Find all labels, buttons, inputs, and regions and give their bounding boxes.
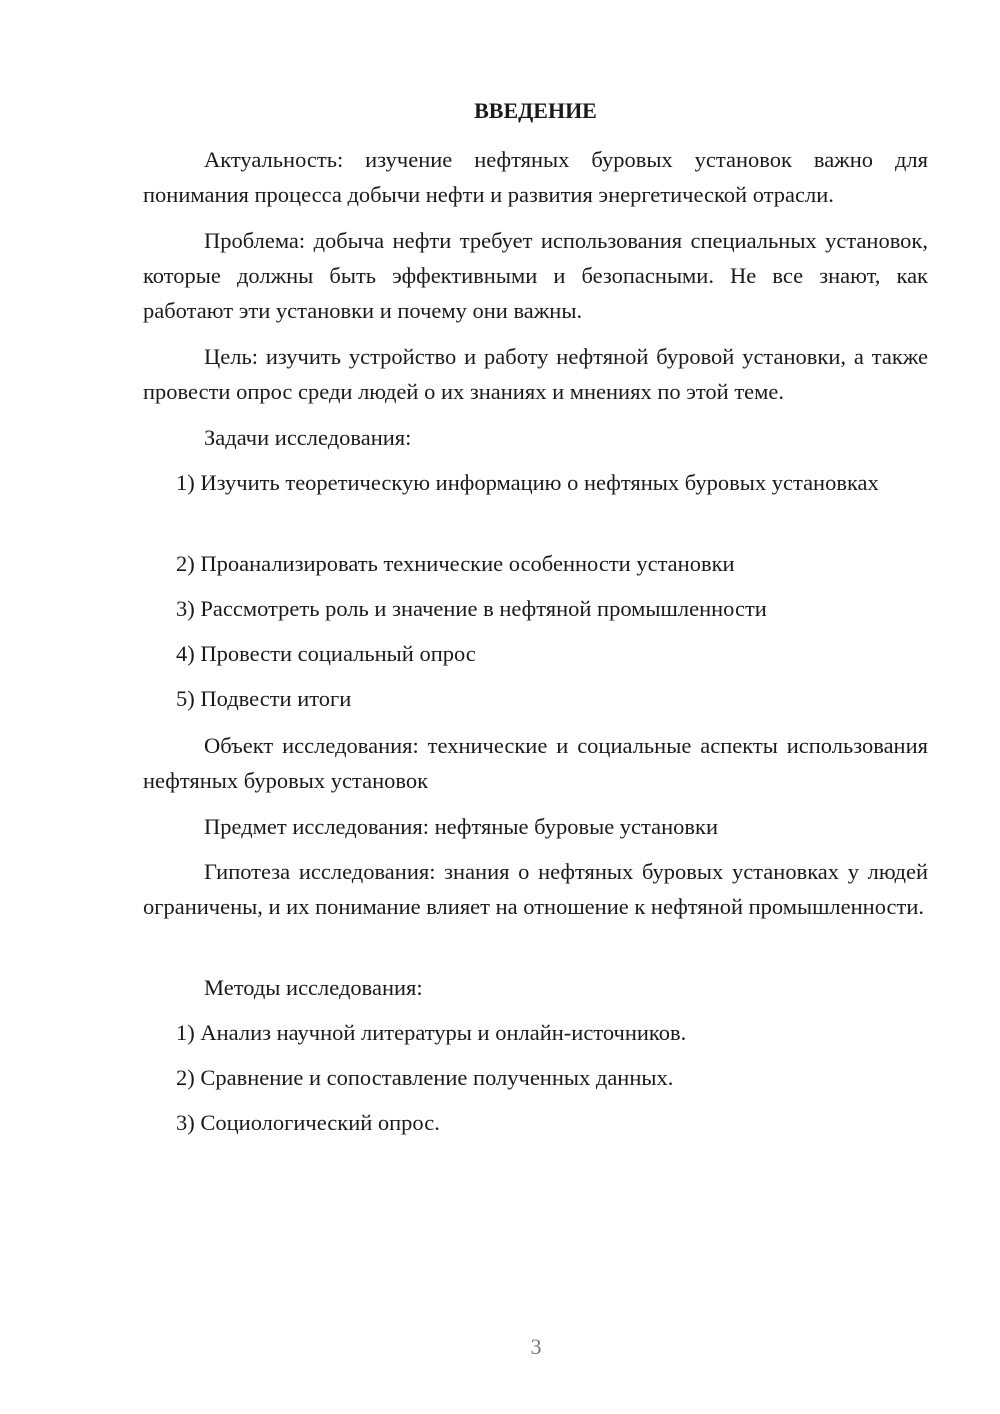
relevance-paragraph: Актуальность: изучение нефтяных буровых установок важно для понимания процесса добычи нефти и развития энергетической отрасли. xyxy=(143,147,928,207)
task-item: 1) Изучить теоретическую информацию о нефтяных буровых установках xyxy=(176,470,879,495)
method-item: 2) Сравнение и сопоставление полученных данных. xyxy=(176,1065,674,1090)
tasks-title: Задачи исследования: xyxy=(204,425,412,450)
problem-paragraph: Проблема: добыча нефти требует использования специальных установок, которые должны быть эффективными и безопасными. Не все знают, как работают эти установки и почему они важны. xyxy=(143,228,928,323)
object-paragraph: Объект исследования: технические и социальные аспекты использования нефтяных буровых установок xyxy=(143,733,928,793)
task-item: 5) Подвести итоги xyxy=(176,686,352,711)
method-item: 1) Анализ научной литературы и онлайн-источников. xyxy=(176,1020,687,1045)
method-item: 3) Социологический опрос. xyxy=(176,1110,440,1135)
subject-paragraph: Предмет исследования: нефтяные буровые установки xyxy=(204,814,719,839)
methods-title: Методы исследования: xyxy=(204,975,423,1000)
task-item: 2) Проанализировать технические особенности установки xyxy=(176,551,735,576)
task-item: 3) Рассмотреть роль и значение в нефтяной промышленности xyxy=(176,596,767,621)
page-title: ВВЕДЕНИЕ xyxy=(474,98,597,123)
goal-paragraph: Цель: изучить устройство и работу нефтяной буровой установки, а также провести опрос среди людей о их знаниях и мнениях по этой теме. xyxy=(143,344,928,404)
task-item: 4) Провести социальный опрос xyxy=(176,641,476,666)
hypothesis-paragraph: Гипотеза исследования: знания о нефтяных буровых установках у людей ограничены, и их понимание влияет на отношение к нефтяной промышленности. xyxy=(143,859,928,919)
page-number: 3 xyxy=(530,1334,542,1359)
